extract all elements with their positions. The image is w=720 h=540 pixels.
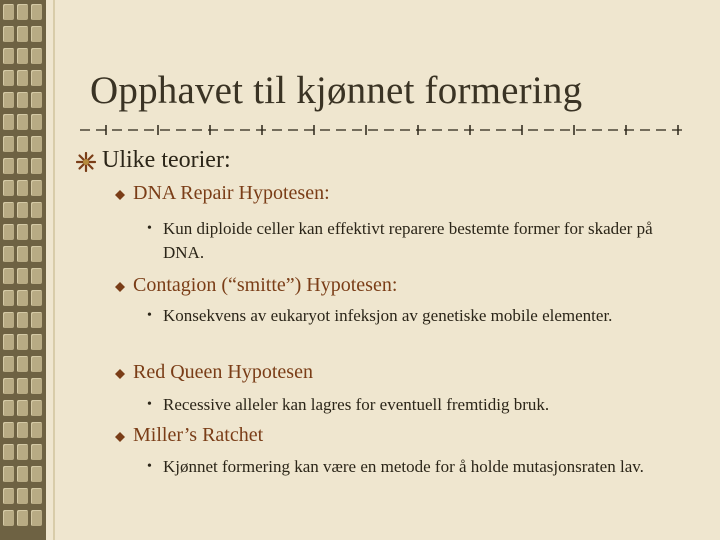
dot-icon: • bbox=[147, 459, 152, 474]
film-strip-frame bbox=[31, 224, 42, 240]
film-strip-frame bbox=[3, 356, 14, 372]
film-strip-frame bbox=[31, 290, 42, 306]
film-strip-frame bbox=[17, 158, 28, 174]
film-strip-row bbox=[0, 290, 46, 306]
film-strip-frame bbox=[31, 4, 42, 20]
film-strip-row bbox=[0, 26, 46, 42]
film-strip-frame bbox=[3, 378, 14, 394]
film-strip-frame bbox=[31, 180, 42, 196]
film-strip-frame bbox=[31, 202, 42, 218]
film-strip-row bbox=[0, 158, 46, 174]
film-strip-frame bbox=[17, 202, 28, 218]
film-strip-frame bbox=[31, 378, 42, 394]
film-strip-frame bbox=[3, 246, 14, 262]
diamond-icon bbox=[115, 282, 125, 292]
film-strip-row bbox=[0, 400, 46, 416]
film-strip-frame bbox=[3, 334, 14, 350]
film-strip-frame bbox=[3, 224, 14, 240]
star-burst-icon bbox=[76, 152, 96, 172]
film-strip-frame bbox=[3, 92, 14, 108]
hypothesis-detail: Kun diploide celler kan effektivt reparere bestemte former for skader på DNA. bbox=[163, 219, 653, 262]
film-strip-frame bbox=[3, 48, 14, 64]
film-strip-row bbox=[0, 202, 46, 218]
film-strip-frame bbox=[17, 510, 28, 526]
film-strip-row bbox=[0, 268, 46, 284]
film-strip-frame bbox=[17, 70, 28, 86]
film-strip-frame bbox=[3, 114, 14, 130]
film-strip-frame bbox=[31, 356, 42, 372]
hypothesis-title: Red Queen Hypotesen bbox=[133, 361, 313, 383]
film-strip-row bbox=[0, 114, 46, 130]
film-strip-frame bbox=[17, 334, 28, 350]
film-strip-frame bbox=[3, 422, 14, 438]
film-strip-frame bbox=[3, 70, 14, 86]
film-strip-row bbox=[0, 224, 46, 240]
film-strip-row bbox=[0, 136, 46, 152]
hypothesis-title: DNA Repair Hypotesen: bbox=[133, 182, 330, 204]
film-strip-frame bbox=[17, 444, 28, 460]
film-strip-frame bbox=[17, 400, 28, 416]
dot-icon: • bbox=[147, 221, 152, 236]
film-strip-frame bbox=[31, 488, 42, 504]
film-strip-frame bbox=[3, 4, 14, 20]
film-strip-frame bbox=[31, 400, 42, 416]
film-strip-frame bbox=[17, 312, 28, 328]
film-strip-frame bbox=[3, 180, 14, 196]
hypothesis-detail: Konsekvens av eukaryot infeksjon av genetiske mobile elementer. bbox=[163, 306, 613, 325]
film-strip-frame bbox=[17, 48, 28, 64]
film-strip-frame bbox=[31, 92, 42, 108]
film-strip-frame bbox=[17, 92, 28, 108]
film-strip-row bbox=[0, 510, 46, 526]
film-strip-frame bbox=[17, 114, 28, 130]
film-strip-border bbox=[0, 0, 46, 540]
film-strip-row bbox=[0, 48, 46, 64]
film-strip-edge bbox=[53, 0, 55, 540]
film-strip-frame bbox=[17, 224, 28, 240]
film-strip-row bbox=[0, 488, 46, 504]
section-heading: Ulike teorier: bbox=[102, 147, 231, 173]
slide-title: Opphavet til kjønnet formering bbox=[90, 69, 583, 112]
film-strip-frame bbox=[17, 4, 28, 20]
film-strip-row bbox=[0, 180, 46, 196]
film-strip-frame bbox=[3, 444, 14, 460]
film-strip-row bbox=[0, 334, 46, 350]
film-strip-frame bbox=[3, 488, 14, 504]
film-strip-frame bbox=[3, 26, 14, 42]
film-strip-frame bbox=[31, 444, 42, 460]
film-strip-frame bbox=[3, 510, 14, 526]
film-strip-frame bbox=[3, 202, 14, 218]
film-strip-frame bbox=[31, 136, 42, 152]
film-strip-frame bbox=[31, 466, 42, 482]
film-strip-frame bbox=[31, 422, 42, 438]
film-strip-frame bbox=[31, 268, 42, 284]
film-strip-frame bbox=[17, 378, 28, 394]
film-strip-frame bbox=[17, 422, 28, 438]
dot-icon: • bbox=[147, 397, 152, 412]
film-strip-frame bbox=[31, 26, 42, 42]
film-strip-row bbox=[0, 444, 46, 460]
film-strip-row bbox=[0, 70, 46, 86]
film-strip-frame bbox=[17, 466, 28, 482]
film-strip-frame bbox=[31, 334, 42, 350]
film-strip-frame bbox=[17, 136, 28, 152]
film-strip-frame bbox=[31, 158, 42, 174]
film-strip-row bbox=[0, 356, 46, 372]
film-strip-row bbox=[0, 378, 46, 394]
film-strip-frame bbox=[3, 136, 14, 152]
film-strip-frame bbox=[3, 158, 14, 174]
film-strip-frame bbox=[17, 180, 28, 196]
film-strip-frame bbox=[31, 48, 42, 64]
film-strip-frame bbox=[17, 290, 28, 306]
film-strip-frame bbox=[17, 246, 28, 262]
hypothesis-title: Contagion (“smitte”) Hypotesen: bbox=[133, 274, 398, 296]
diamond-icon bbox=[115, 369, 125, 379]
film-strip-frame bbox=[3, 466, 14, 482]
film-strip-frame bbox=[17, 268, 28, 284]
title-divider bbox=[80, 122, 688, 138]
film-strip-row bbox=[0, 466, 46, 482]
film-strip-frame bbox=[31, 312, 42, 328]
film-strip-row bbox=[0, 4, 46, 20]
film-strip-frame bbox=[31, 114, 42, 130]
film-strip-frame bbox=[17, 356, 28, 372]
film-strip-frame bbox=[3, 290, 14, 306]
film-strip-frame bbox=[3, 400, 14, 416]
hypothesis-detail: Recessive alleler kan lagres for eventuell fremtidig bruk. bbox=[163, 395, 550, 414]
film-strip-frame bbox=[31, 510, 42, 526]
film-strip-frame bbox=[17, 26, 28, 42]
film-strip-frame bbox=[3, 312, 14, 328]
film-strip-frame bbox=[31, 246, 42, 262]
film-strip-row bbox=[0, 92, 46, 108]
film-strip-frame bbox=[3, 268, 14, 284]
film-strip-row bbox=[0, 312, 46, 328]
dot-icon: • bbox=[147, 308, 152, 323]
hypothesis-title: Miller’s Ratchet bbox=[133, 424, 264, 446]
diamond-icon bbox=[115, 190, 125, 200]
film-strip-row bbox=[0, 246, 46, 262]
diamond-icon bbox=[115, 432, 125, 442]
film-strip-frame bbox=[31, 70, 42, 86]
hypothesis-detail: Kjønnet formering kan være en metode for å holde mutasjonsraten lav. bbox=[163, 457, 644, 476]
film-strip-frame bbox=[17, 488, 28, 504]
film-strip-row bbox=[0, 422, 46, 438]
